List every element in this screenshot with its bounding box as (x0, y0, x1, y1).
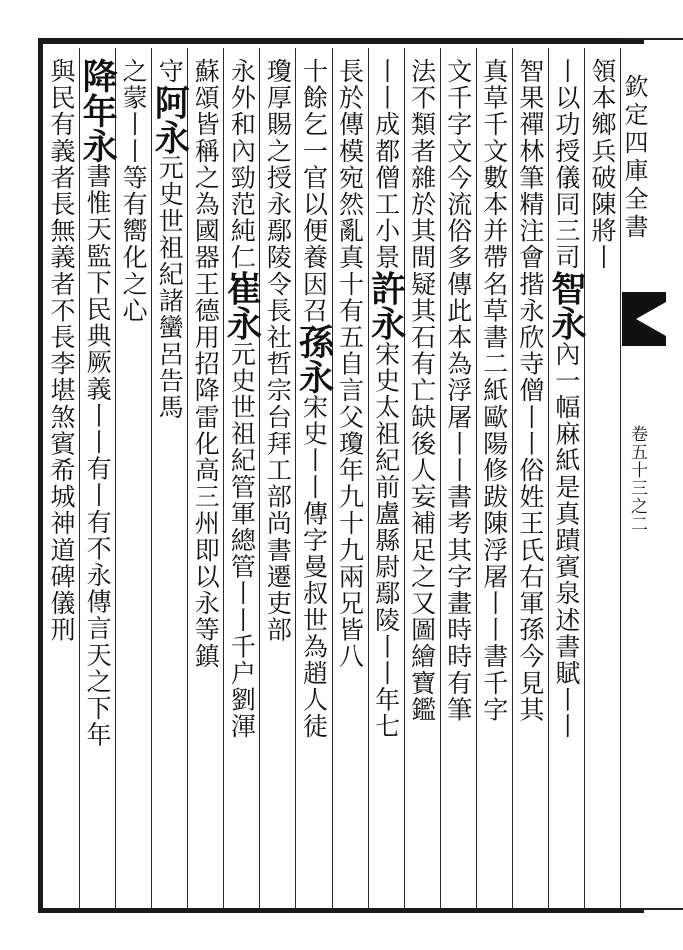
column-text: 永外和內勁范純仁 (227, 58, 257, 271)
column-text: 蘇頌皆稱之為國器 (191, 58, 221, 271)
column-text: 王德用招降雷化高三州即以永等鎮 (191, 270, 221, 670)
column-text: 蒙丨丨等有嚮化之心 (119, 84, 149, 325)
text-column (365, 58, 407, 908)
text-column (584, 58, 620, 908)
text-column (293, 58, 335, 908)
text-column (440, 58, 476, 908)
fishtail-mark-icon (622, 292, 666, 346)
column-text: 內一幅麻紙是真蹟賓泉述書賦丨丨 (551, 340, 581, 740)
text-column (332, 58, 368, 908)
text-column (43, 58, 79, 908)
column-text: 之 (119, 58, 149, 85)
text-column (259, 58, 295, 908)
text-column (476, 58, 512, 908)
column-text: 文千字文今流俗多傳此本為浮屠丨丨書考其字畫時時有筆 (443, 58, 473, 723)
text-column (545, 58, 587, 908)
column-text: 十餘乞一官以便養因召 (299, 58, 329, 324)
margin-edge-top (622, 38, 683, 40)
column-text: 瓊厚賜之授永鄢陵令 (263, 58, 293, 298)
top-border (38, 38, 644, 44)
column-text: 真草千文數本并帶名草書二紙歐陽修跋陳浮屠丨丨書千字 (479, 58, 509, 723)
column-text: 法不類者雜於其間疑其石有亡缺後人妄補足之又圖繪寶鑑 (407, 58, 437, 723)
column-text: 十有五自言父瓊年九十九兩兄皆八 (335, 270, 365, 670)
column-text: 書惟天監下民典厥義丨丨有丨有不永傳言天之下年 (83, 163, 113, 749)
book-title: 欽定四庫全書 (620, 74, 648, 242)
margin-edge-bottom (622, 908, 683, 910)
entry-heading: 許永 (365, 270, 407, 341)
text-column (115, 58, 151, 908)
column-text: 宋史太祖紀前盧縣尉鄢陵丨丨年七 (371, 340, 401, 740)
column-text: 宋史丨丨傳字曼叔世為趙人徒 (299, 394, 329, 740)
text-column (512, 58, 548, 908)
entry-heading: 降年永 (77, 58, 119, 163)
column-text: 丨以功授儀同三司 (551, 58, 581, 271)
chapter-label: 卷五十三之二 (627, 425, 647, 533)
column-text: 與民有義者長無義者不長李堪煞賓希城神道碑儀刑 (47, 58, 77, 644)
text-column (77, 58, 119, 908)
column-text: 元史世祖紀諸蠻呂告馬 (155, 154, 185, 421)
bottom-border (38, 908, 644, 913)
entry-heading: 智永 (545, 270, 587, 341)
column-text: 領本鄉兵破陳將丨 (587, 58, 617, 271)
column-text: 守 (155, 58, 185, 85)
column-text: 長於傳模宛然亂真 (335, 58, 365, 271)
entry-heading: 崔永 (221, 270, 263, 341)
column-text: 丨丨成都僧工小景 (371, 58, 401, 271)
entry-heading: 阿永 (149, 84, 191, 155)
text-column (404, 58, 440, 908)
column-text: 長社哲宗台拜工部尚書遷吏部 (263, 297, 293, 644)
column-text: 元史世祖紀管軍總管丨丨千户劉渾 (227, 340, 257, 740)
text-column (221, 58, 263, 908)
text-column (187, 58, 223, 908)
column-text: 智果禪林筆精注會揩永欣寺僧丨丨俗姓王氏右軍孫今見其 (515, 58, 545, 723)
entry-heading: 孫永 (293, 324, 335, 394)
text-column (149, 58, 191, 908)
